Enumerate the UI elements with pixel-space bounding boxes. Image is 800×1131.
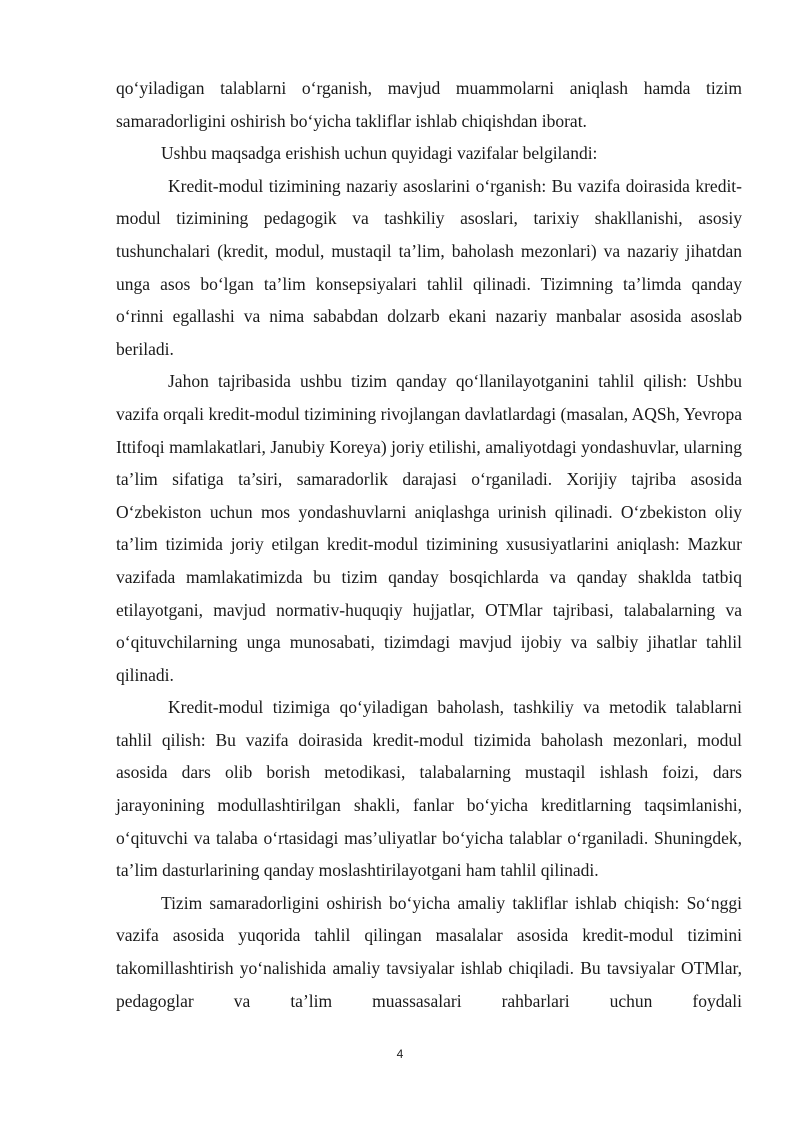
paragraph-task-world-experience: Jahon tajribasida ushbu tizim qanday qo‘llanilayotganini tahlil qilish: Ushbu vazifa orqali kredit-modul tizimining rivojlangan davlatlardagi (masalan, AQSh, Yevropa Ittifoqi mamlakatlari, Janubiy Koreya) joriy etilishi, amaliyotdagi yondashuvlar, ularning ta’lim sifatiga ta’siri, samaradorlik darajasi o‘rganiladi. Xorijiy tajriba asosida O‘zbekiston uchun mos yondashuvlarni aniqlashga urinish qilinadi. O‘zbekiston oliy ta’lim tizimida joriy etilgan kredit-modul tizimining xususiyatlarini aniqlash: Mazkur vazifada mamlakatimizda bu tizim qanday bosqichlarda va qanday shaklda tatbiq etilayotgani, mavjud normativ-huquqiy hujjatlar, OTMlar tajribasi, talabalarning va o‘qituvchilarning unga munosabati, tizimdagi mavjud ijobiy va salbiy jihatlar tahlil qilinadi. bbox=[116, 371, 742, 685]
page-number: 4 bbox=[396, 1047, 404, 1061]
paragraph-task-theory: Kredit-modul tizimining nazariy asoslarini o‘rganish: Bu vazifa doirasida kredit-modul tizimining pedagogik va tashkiliy asoslari, tarixiy shakllanishi, asosiy tushunchalari (kredit, modul, mustaqil ta’lim, baholash mezonlari) va nazariy jihatdan unga asos bo‘lgan ta’lim konsepsiyalari tahlil qilinadi. Tizimning ta’limda qanday o‘rinni egallashi va nima sababdan dolzarb ekani nazariy manbalar asosida asoslab beriladi. bbox=[116, 175, 742, 359]
paragraph-task-requirements: Kredit-modul tizimiga qo‘yiladigan baholash, tashkiliy va metodik talablarni tahlil qilish: Bu vazifa doirasida kredit-modul tizimida baholash mezonlari, modul asosida dars olib borish metodikasi, talabalarning mustaqil ishlash foizi, dars jarayonining modullashtirilgan shakli, fanlar bo‘yicha kreditlarning taqsimlanishi, o‘qituvchi va talaba o‘rtasidagi mas’uliyatlar bo‘yicha talablar o‘rganiladi. Shuningdek, ta’lim dasturlarining qanday moslashtirilayotgani ham tahlil qilinadi. bbox=[116, 697, 742, 881]
paragraph-task-proposals: Tizim samaradorligini oshirish bo‘yicha amaliy takliflar ishlab chiqish: So‘nggi vazifa asosida yuqorida tahlil qilingan masalalar asosida kredit-modul tizimini takomillashtirish yo‘nalishida amaliy tavsiyalar ishlab chiqiladi. Bu tavsiyalar OTMlar, pedagoglar va ta’lim muassasalari rahbarlari uchun foydali bbox=[116, 892, 742, 1011]
document-page bbox=[116, 72, 742, 1017]
paragraph-continuation: qo‘yiladigan talablarni o‘rganish, mavjud muammolarni aniqlash hamda tizim samaradorligini oshirish bo‘yicha takliflar ishlab chiqishdan iborat. bbox=[116, 78, 742, 131]
paragraph-tasks-intro: Ushbu maqsadga erishish uchun quyidagi vazifalar belgilandi: bbox=[161, 143, 598, 164]
